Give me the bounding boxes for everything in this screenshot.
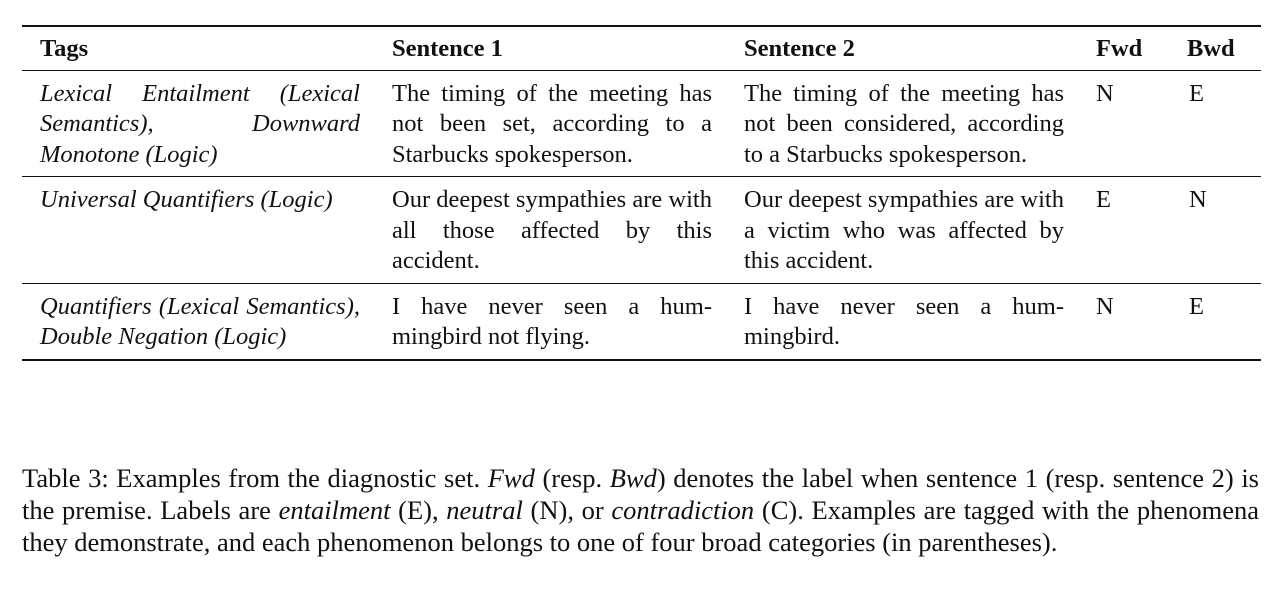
row-fwd-label: N — [1096, 292, 1114, 320]
row-bwd-label: E — [1189, 79, 1204, 107]
caption-contradiction-term: contradiction — [611, 495, 755, 525]
caption-text-2: (resp. — [534, 463, 610, 493]
row-sentence-1: I have never seen a hummingbird not flying. — [392, 292, 712, 350]
caption-text-1: Table 3: Examples from the diagnostic set. — [22, 463, 488, 493]
table-row — [22, 283, 1261, 360]
row-tags: Quantifiers (Lexical Semantics), Double Negation (Logic) — [40, 292, 360, 350]
row-fwd-label: N — [1096, 79, 1114, 107]
header-fwd: Fwd — [1096, 35, 1143, 62]
table-header-row — [22, 26, 1261, 70]
row-sentence-2: The timing of the meeting has not been considered, according to a Starbucks spokesperson. — [744, 79, 1064, 168]
caption-entailment-term: entailment — [278, 495, 391, 525]
caption-neutral-term: neutral — [446, 495, 523, 525]
caption-fwd-term: Fwd — [487, 463, 535, 493]
row-sentence-2: Our deepest sympathies are with a victim who was affected by this accident. — [744, 186, 1064, 274]
header-tags: Tags — [40, 35, 89, 62]
caption-text-4: (E), — [390, 495, 447, 525]
caption-text-5: (N), or — [522, 495, 612, 525]
header-sentence-1: Sentence 1 — [392, 35, 503, 62]
diagnostic-table-container — [22, 25, 1261, 361]
diagnostic-table — [22, 25, 1261, 361]
caption-bwd-term: Bwd — [609, 463, 657, 493]
row-fwd-label: E — [1096, 186, 1111, 213]
row-bwd-label: E — [1189, 292, 1204, 320]
table-caption — [22, 462, 1259, 558]
caption-text-3: ) denotes the label when sentence 1 (resp. sentence 2) is the premise. Labels are — [22, 463, 1259, 525]
row-sentence-1: Our deepest sympathies are with all those affected by this accident. — [392, 186, 712, 274]
header-bwd: Bwd — [1187, 35, 1235, 62]
row-tags: Lexical Entailment (Lexical Semantics), Downward Monotone (Logic) — [40, 79, 360, 168]
caption-text-6: (C). Examples are tagged with the phenomena they demonstrate, and each phenomenon belongs to one of four broad categories (in parentheses). — [22, 495, 1260, 557]
row-bwd-label: N — [1189, 186, 1207, 213]
header-sentence-2: Sentence 2 — [744, 35, 855, 62]
row-sentence-1: The timing of the meeting has not been set, according to a Starbucks spokesperson. — [392, 79, 712, 168]
row-tags: Universal Quantifiers (Logic) — [40, 186, 333, 213]
table-row — [22, 177, 1261, 284]
table-row — [22, 70, 1261, 177]
row-sentence-2: I have never seen a hummingbird. — [744, 292, 1064, 350]
